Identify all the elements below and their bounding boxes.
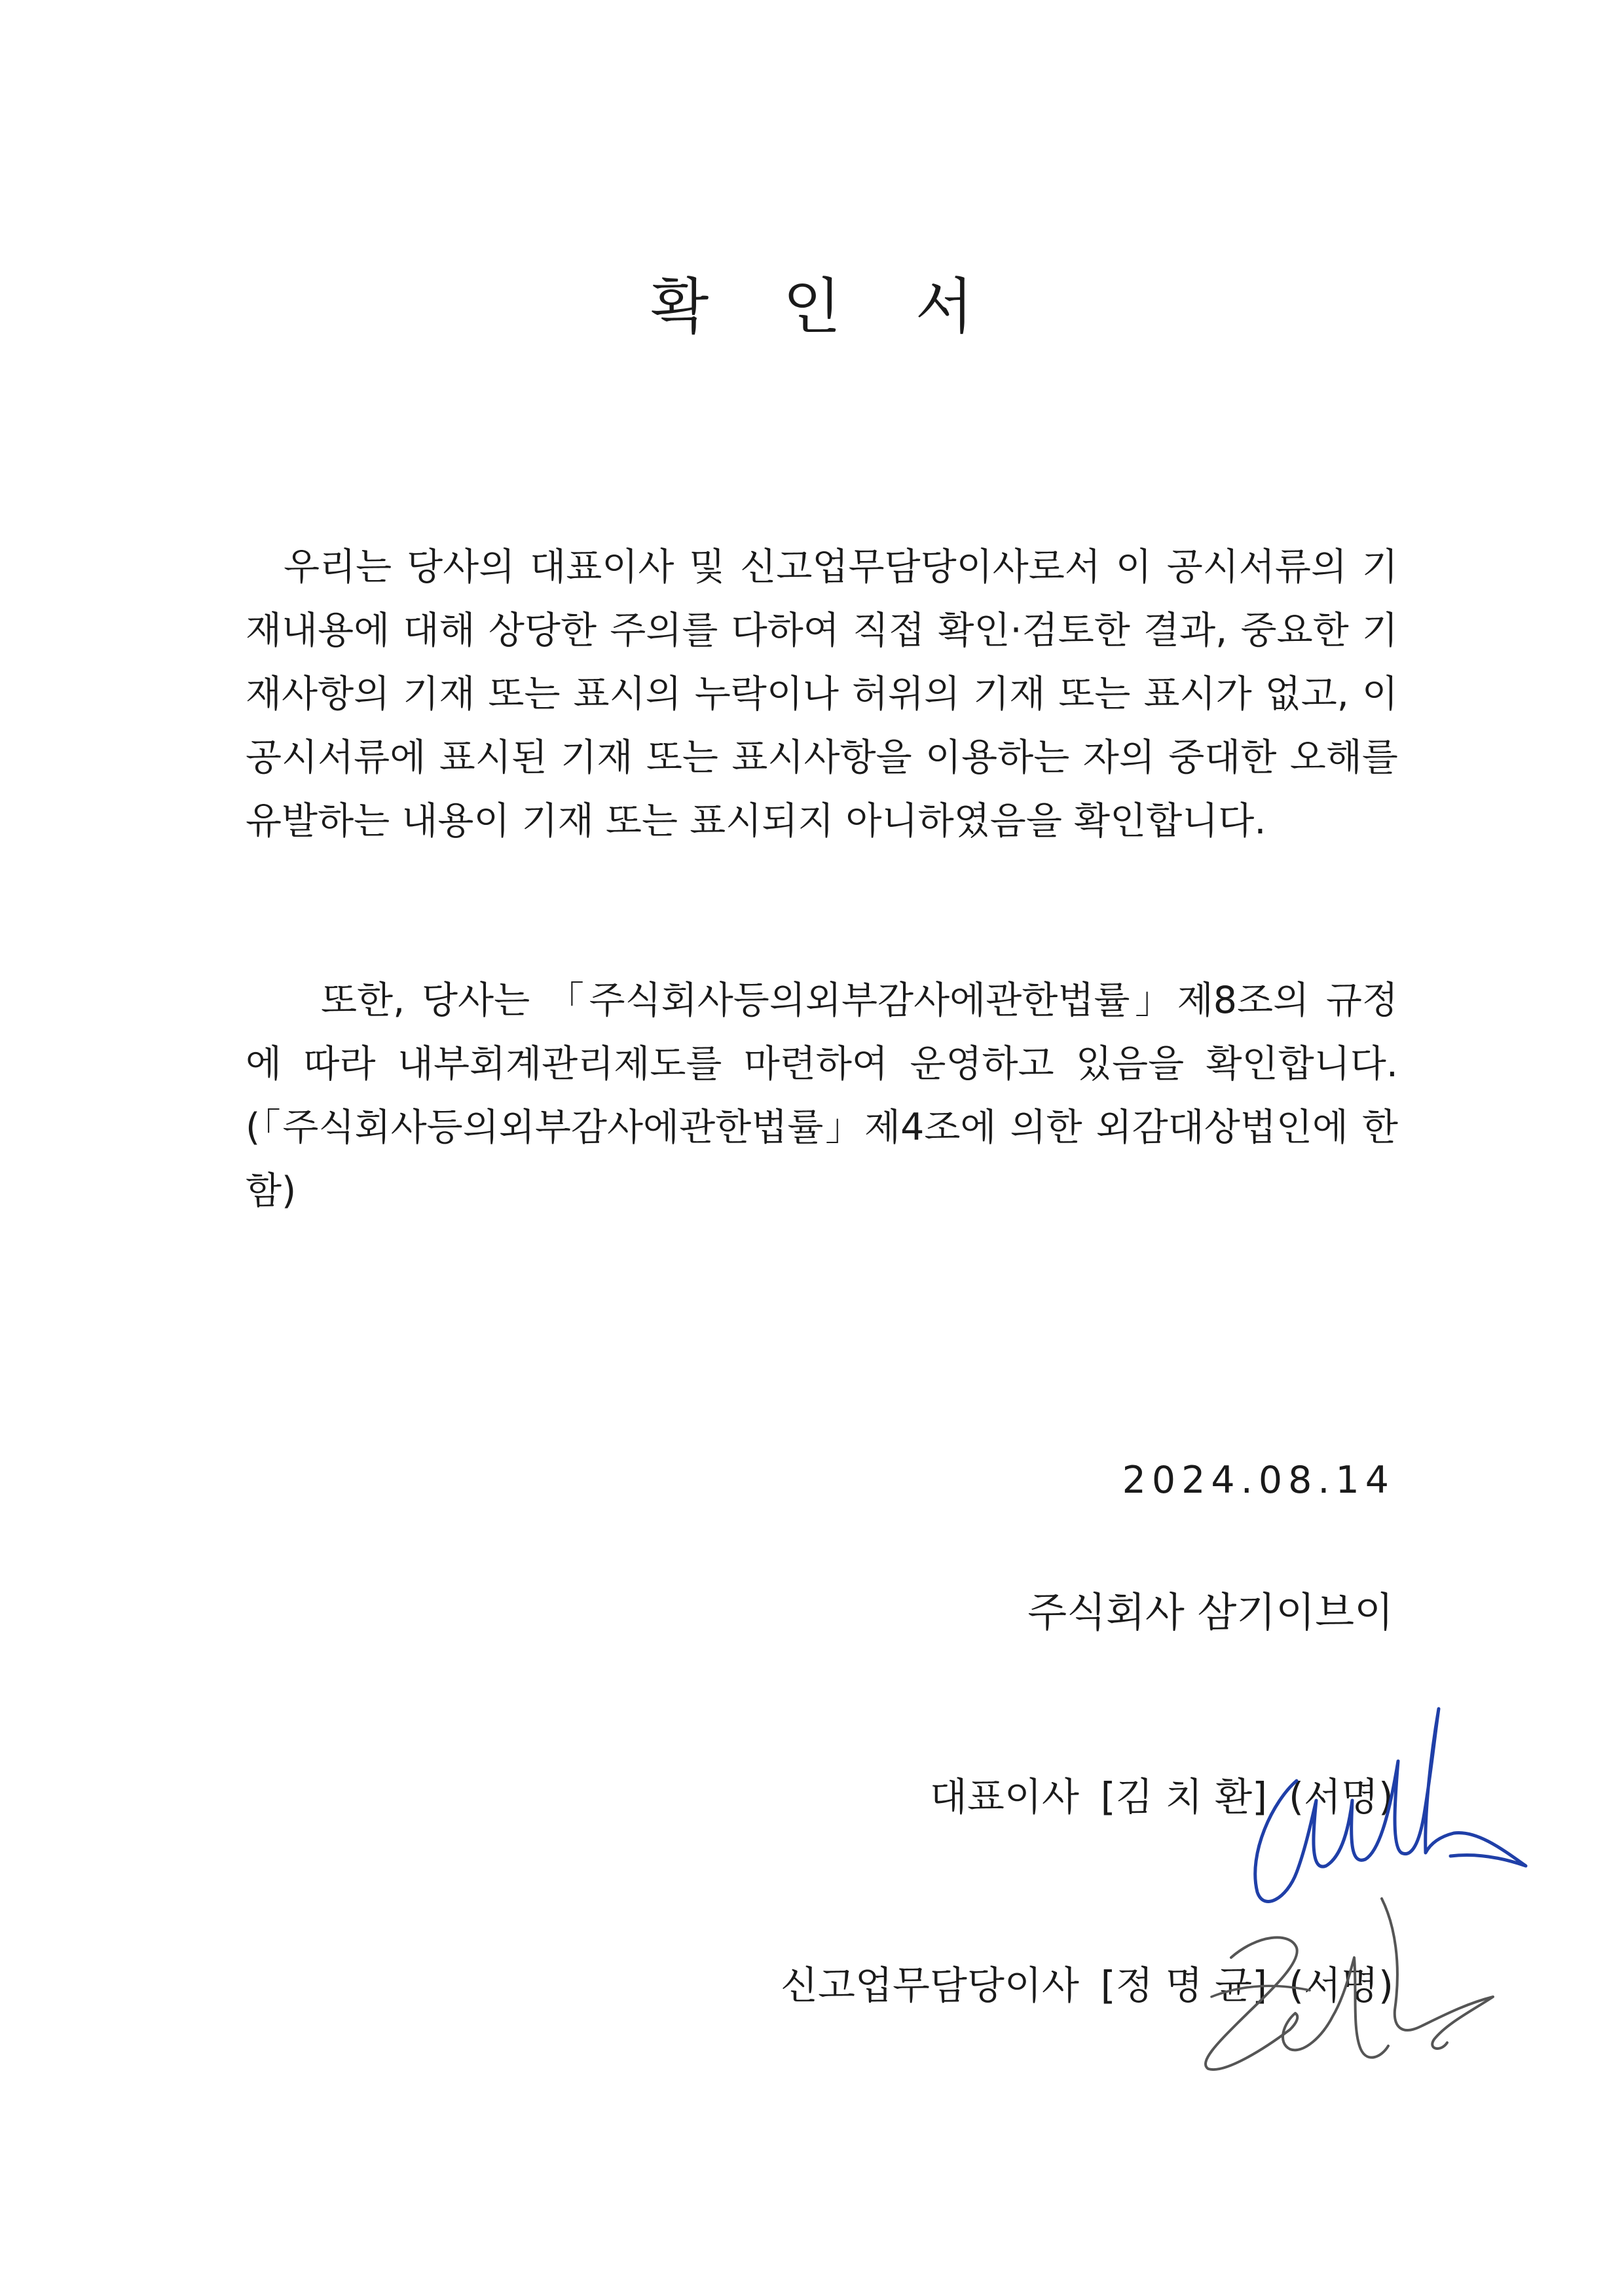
document-date: 2024.08.14: [1122, 1459, 1395, 1502]
signatory-name: [정 명 균]: [1100, 1963, 1268, 2008]
document-title: 확 인 서: [650, 272, 1001, 342]
signatory-ceo: [930, 1766, 1393, 1821]
paragraph-confirmation: 우리는 당사의 대표이사 및 신고업무담당이사로서 이 공시서류의 기재내용에 대해 상당한 주의를 다하여 직접 확인·검토한 결과, 중요한 기재사항의 기재 또는 표시의 누락이나 허위의 기재 또는 표시가 없고, 이 공시서류에 표시된 기재 또는 표시사항을 이용하는 자의 중대한 오해를 유발하는 내용이 기재 또는 표시되지 아니하였음을 확인합니다.: [246, 545, 1398, 843]
signature-label: (서명): [1288, 1963, 1393, 2008]
signatory-role: 신고업무담당이사: [780, 1963, 1079, 2008]
signatory-role: 대표이사: [929, 1774, 1079, 1819]
paragraph-internal-control: 또한, 당사는 「주식회사등의외부감사에관한법률」제8조의 규정에 따라 내부회계관리제도를 마련하여 운영하고 있음을 확인합니다.(「주식회사등의외부감사에관한법률」제4조에 의한 외감대상법인에 한함): [246, 979, 1398, 1212]
signatory-name: [김 치 환]: [1100, 1774, 1268, 1819]
signature-label: (서명): [1288, 1774, 1393, 1819]
company-name: 주식회사 삼기이브이: [1027, 1588, 1393, 1636]
signatory-disclosure-officer: [781, 1954, 1393, 2010]
